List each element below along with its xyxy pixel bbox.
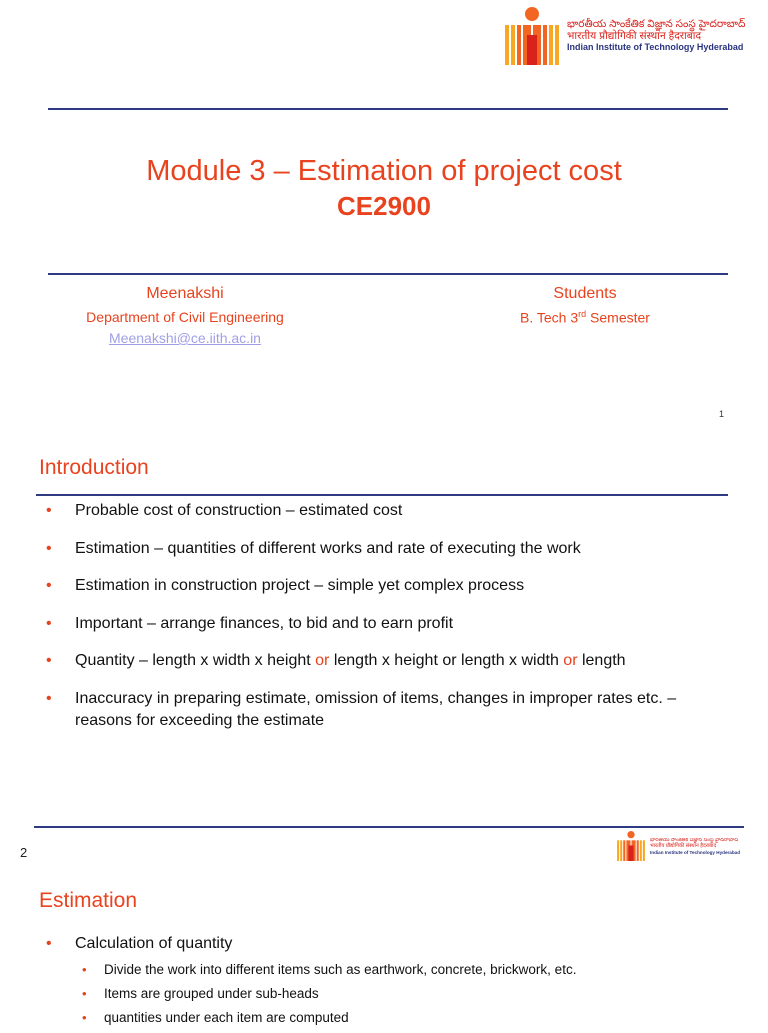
- estimation-sub-bullet-list: [40, 961, 740, 1033]
- sub-bullet-text: Items are grouped under sub-heads: [104, 986, 319, 1001]
- bullet-quantity-c: length: [577, 652, 626, 669]
- list-item: [40, 613, 730, 635]
- bullet-text: Estimation – quantities of different works and rate of executing the work: [75, 539, 581, 557]
- bullet-dot: •: [46, 539, 52, 557]
- logo-text-hindi: भारतीय प्रौद्योगिकी संस्थान हैदराबाद: [567, 30, 702, 43]
- audience-program: [460, 309, 710, 326]
- page-number-1: 1: [719, 409, 725, 419]
- bullet-dot: •: [46, 935, 52, 952]
- logo-small-text-english: Indian Institute of Technology Hyderabad: [650, 849, 741, 855]
- bullet-dot: •: [46, 652, 52, 669]
- introduction-bullet-list: [40, 500, 730, 747]
- iith-logo-small-icon: [616, 830, 646, 862]
- bullet-quantity-or-2: or: [563, 652, 578, 669]
- logo-text-english: Indian Institute of Technology Hyderabad: [567, 42, 744, 53]
- list-item: [40, 1009, 740, 1027]
- slide-separator-rule: [34, 826, 744, 828]
- bullet-dot: •: [82, 1010, 87, 1025]
- sub-bullet-text: quantities under each item are computed: [104, 1010, 349, 1025]
- bullet-dot: •: [46, 502, 52, 519]
- iith-logo-icon: [503, 5, 561, 67]
- list-item: [40, 985, 740, 1003]
- bullet-quantity-or-1: or: [315, 652, 330, 669]
- instructor-name: Meenakshi: [146, 285, 224, 302]
- program-superscript: rd: [578, 309, 587, 319]
- list-item: [40, 933, 740, 955]
- list-item: [40, 538, 730, 560]
- list-item: [40, 650, 730, 672]
- bullet-dot: •: [82, 962, 87, 977]
- bullet-text: Probable cost of construction – estimated cost: [75, 502, 403, 519]
- top-rule: [48, 108, 728, 110]
- introduction-heading: Introduction: [39, 456, 149, 479]
- page-title: Module 3 – Estimation of project cost: [146, 155, 622, 187]
- sub-bullet-text: Divide the work into different items such as earthwork, concrete, brickwork, etc.: [104, 962, 577, 977]
- bullet-dot: •: [46, 614, 52, 632]
- audience-block: [460, 285, 710, 326]
- list-item: [40, 500, 730, 522]
- bullet-quantity-a: Quantity – length x width x height: [75, 652, 316, 669]
- course-code: CE2900: [337, 191, 431, 221]
- bullet-text: Estimation in construction project – simple yet complex process: [75, 577, 525, 594]
- bullet-dot: •: [46, 689, 52, 707]
- list-item: [40, 575, 730, 597]
- program-prefix: B. Tech 3: [520, 309, 579, 326]
- page-number-2: 2: [20, 845, 28, 860]
- estimation-heading: Estimation: [39, 889, 138, 912]
- list-item: [40, 961, 740, 979]
- instructor-block: [60, 285, 310, 346]
- instructor-email-link[interactable]: Meenakshi@ce.iith.ac.in: [109, 330, 261, 346]
- introduction-rule: [36, 494, 728, 496]
- bullet-dot: •: [82, 986, 87, 1001]
- list-item: [40, 688, 730, 732]
- logo-small-text-hindi: भारतीय प्रौद्योगिकी संस्थान हैदराबाद: [650, 842, 717, 849]
- program-suffix: Semester: [586, 309, 650, 326]
- estimation-bullet-list: [40, 933, 740, 959]
- bullet-dot: •: [46, 577, 52, 594]
- instructor-department: Department of Civil Engineering: [86, 309, 284, 325]
- middle-rule: [48, 273, 728, 275]
- bullet-text: Calculation of quantity: [75, 935, 233, 952]
- logo-small-text-telugu: భారతీయ సాంకేతిక విజ్ఞాన సంస్థ హైదరాబాద్: [650, 838, 739, 843]
- audience-name: Students: [553, 285, 617, 302]
- bullet-quantity-b: length x height or length x width: [329, 652, 564, 669]
- logo-text-telugu: భారతీయ సాంకేతిక విజ్ఞాన సంస్థ హైదరాబాద్: [567, 18, 746, 30]
- bullet-text: Important – arrange finances, to bid and to earn profit: [75, 614, 454, 632]
- bullet-text: Inaccuracy in preparing estimate, omission of items, changes in improper rates etc. – reasons for exceeding the estimate: [75, 689, 677, 729]
